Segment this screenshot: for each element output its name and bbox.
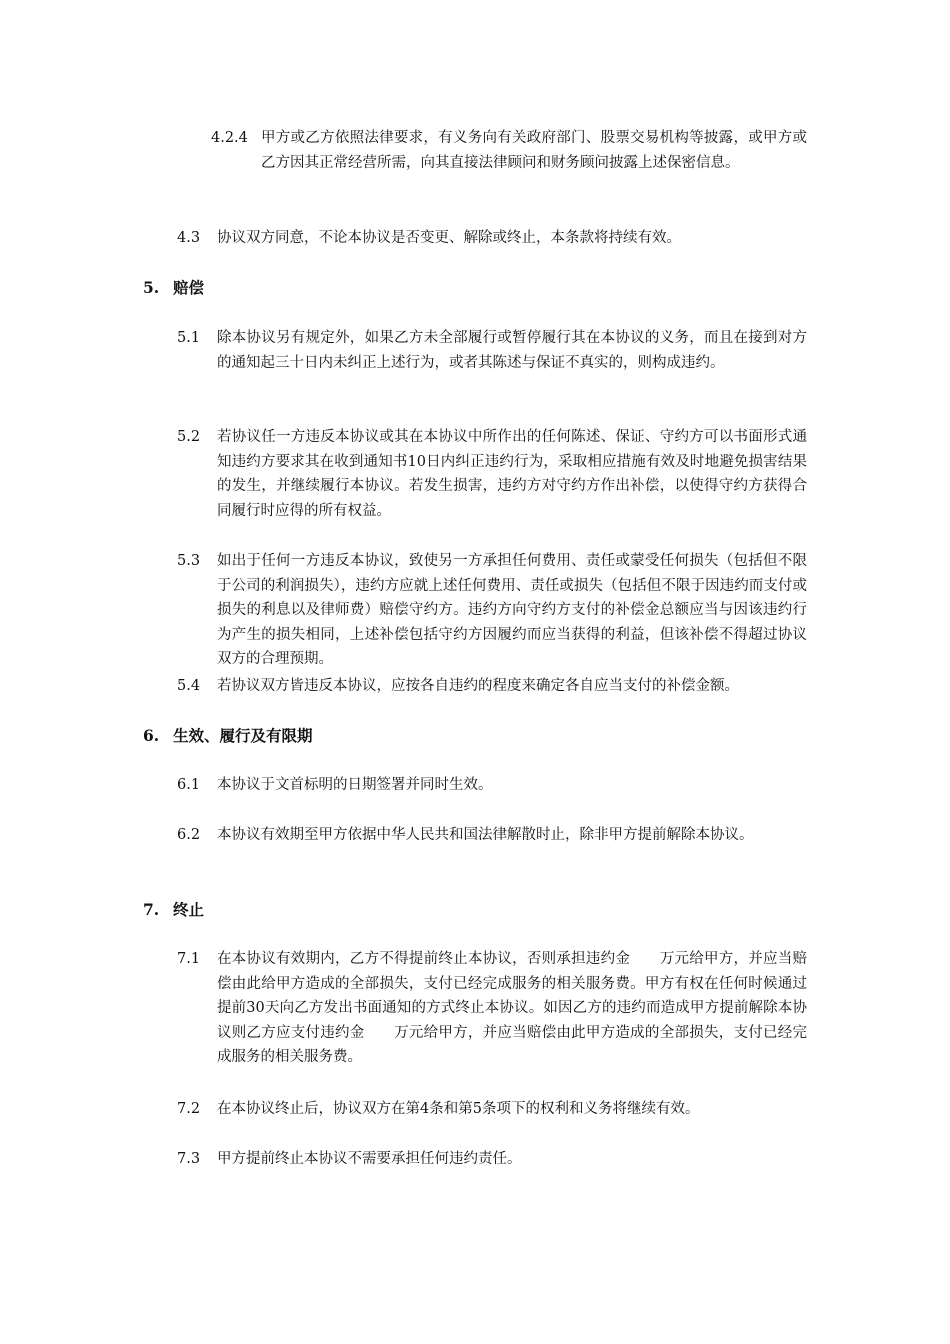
- section-number: 5.: [143, 278, 160, 297]
- section-heading-7: [143, 898, 204, 922]
- clause-number: 4.2.4: [211, 130, 248, 146]
- clause-number: 5.2: [177, 429, 201, 445]
- section-title: 终止: [173, 900, 205, 919]
- clause-text: 本协议有效期至甲方依据中华人民共和国法律解散时止，除非甲方提前解除本协议。: [217, 827, 754, 843]
- section-number: 7.: [143, 900, 160, 919]
- section-title: 赔偿: [173, 278, 205, 297]
- clause-number: 7.2: [177, 1101, 201, 1117]
- clause-text: 甲方或乙方依照法律要求，有义务向有关政府部门、股票交易机构等披露，或甲方或乙方因其正常经营所需，向其直接法律顾问和财务顾问披露上述保密信息。: [261, 130, 807, 171]
- clause-number: 4.3: [177, 230, 201, 246]
- section-heading-5: [143, 276, 204, 300]
- clause-number: 5.4: [177, 678, 201, 694]
- clause-text: 若协议任一方违反本协议或其在本协议中所作出的任何陈述、保证、守约方可以书面形式通知违约方要求其在收到通知书10日内纠正违约行为，采取相应措施有效及时地避免损害结果的发生，并继续履行本协议。若发生损害，违约方对守约方作出补偿，以使得守约方获得合同履行时应得的所有权益。: [217, 429, 807, 519]
- clause-text: 协议双方同意，不论本协议是否变更、解除或终止，本条款将持续有效。: [217, 230, 681, 246]
- clause-text: 若协议双方皆违反本协议，应按各自违约的程度来确定各自应当支付的补偿金额。: [217, 678, 739, 694]
- clause-number: 6.2: [177, 827, 201, 843]
- clause-number: 7.3: [177, 1151, 201, 1167]
- section-heading-6: [143, 724, 313, 748]
- clause-text: 除本协议另有规定外，如果乙方未全部履行或暂停履行其在本协议的义务，而且在接到对方的通知起三十日内未纠正上述行为，或者其陈述与保证不真实的，则构成违约。: [217, 330, 807, 371]
- clause-text: 在本协议有效期内，乙方不得提前终止本协议，否则承担违约金 万元给甲方，并应当赔偿由此给甲方造成的全部损失，支付已经完成服务的相关服务费。甲方有权在任何时候通过提前30天向乙方发出书面通知的方式终止本协议。如因乙方的违约而造成甲方提前解除本协议则乙方应支付违约金 万元给甲方，并应当赔偿由此甲方造成的全部损失，支付已经完成服务的相关服务费。: [217, 951, 807, 1065]
- clause-text: 本协议于文首标明的日期签署并同时生效。: [217, 777, 493, 793]
- clause-number: 7.1: [177, 951, 201, 967]
- clause-text: 如出于任何一方违反本协议，致使另一方承担任何费用、责任或蒙受任何损失（包括但不限于公司的利润损失），违约方应就上述任何费用、责任或损失（包括但不限于因违约而支付或损失的利息以及律师费）赔偿守约方。违约方向守约方支付的补偿金总额应当与因该违约行为产生的损失相同，上述补偿包括守约方因履约而应当获得的利益，但该补偿不得超过协议双方的合理预期。: [217, 553, 807, 667]
- section-number: 6.: [143, 726, 160, 745]
- clause-text: 甲方提前终止本协议不需要承担任何违约责任。: [217, 1151, 522, 1167]
- section-title: 生效、履行及有限期: [173, 726, 313, 745]
- clause-number: 5.1: [177, 330, 201, 346]
- clause-text: 在本协议终止后，协议双方在第4条和第5条项下的权利和义务将继续有效。: [217, 1101, 700, 1117]
- clause-number: 5.3: [177, 553, 201, 569]
- clause-number: 6.1: [177, 777, 201, 793]
